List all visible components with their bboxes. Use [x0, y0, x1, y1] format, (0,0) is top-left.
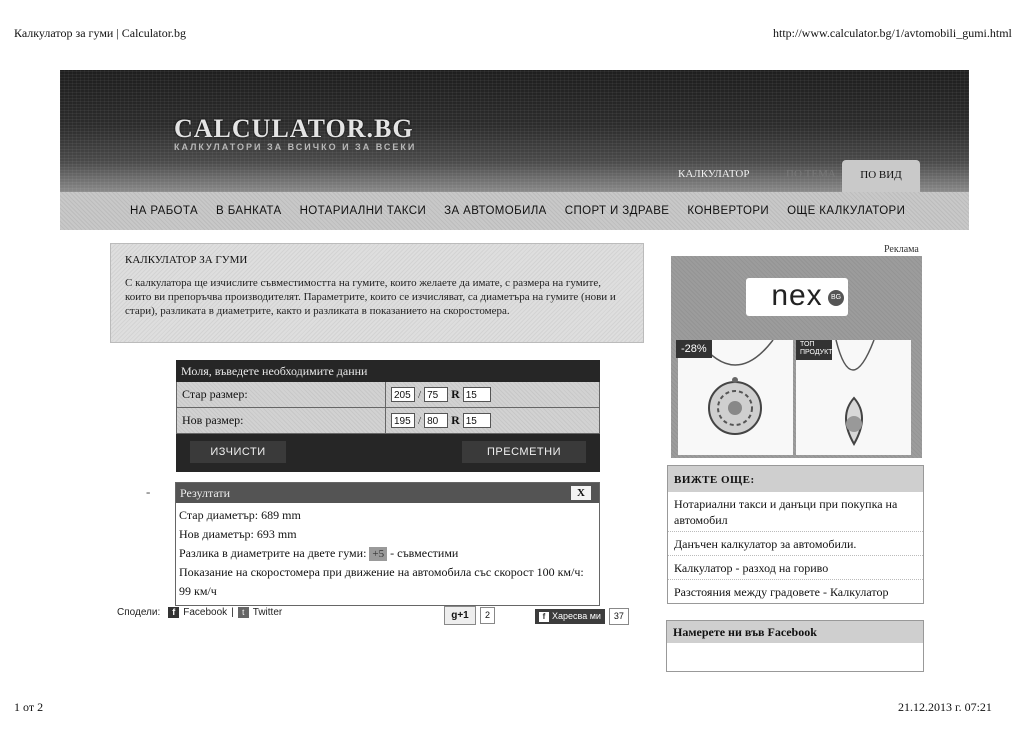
nav-item-converters[interactable]: КОНВЕРТОРИ — [687, 205, 770, 217]
see-also-link-distances[interactable]: Разстояния между градовете - Калкулатор — [674, 585, 889, 599]
nav-item-notary-fees[interactable]: НОТАРИАЛНИ ТАКСИ — [299, 205, 427, 217]
facebook-icon[interactable]: f — [168, 607, 179, 618]
new-size-row — [176, 408, 600, 434]
results-header — [176, 483, 599, 503]
nav-item-bank[interactable]: В БАНКАТА — [216, 205, 282, 217]
page-title: КАЛКУЛАТОР ЗА ГУМИ — [125, 254, 248, 266]
new-profile-input[interactable]: 80 — [424, 413, 448, 428]
intro-box — [110, 243, 644, 343]
tab-by-type[interactable]: ПО ВИД — [842, 160, 920, 192]
new-rim-input[interactable]: 15 — [463, 413, 491, 428]
diff-prefix: Разлика в диаметрите на двете гуми: — [179, 546, 367, 560]
print-page-number: 1 от 2 — [14, 700, 44, 714]
share-row — [117, 607, 282, 618]
gplus-button[interactable]: g+1 — [444, 606, 476, 625]
old-rim-input[interactable]: 15 — [463, 387, 491, 402]
left-dash-mark: - — [146, 484, 151, 499]
calculate-button[interactable]: ПРЕСМЕТНИ — [462, 441, 586, 463]
form-button-bar — [176, 434, 600, 472]
facebook-like-widget — [535, 608, 629, 625]
print-page-url: http://www.calculator.bg/1/avtomobili_gumi.html — [773, 26, 1012, 40]
gplus-count: 2 — [480, 607, 495, 624]
tab-by-topic[interactable]: ПО ТЕМА — [786, 168, 836, 180]
ad-label: Реклама — [884, 244, 919, 255]
old-size-row — [176, 382, 600, 408]
like-label: Харесва ми — [552, 611, 601, 621]
diff-value-badge: +5 — [369, 547, 387, 561]
tire-form — [176, 360, 600, 472]
clear-button[interactable]: ИЗЧИСТИ — [190, 441, 286, 463]
site-tagline: КАЛКУЛАТОРИ ЗА ВСИЧКО И ЗА ВСЕКИ — [174, 142, 417, 152]
new-width-input[interactable]: 195 — [391, 413, 415, 428]
nav-item-sport-health[interactable]: СПОРТ И ЗДРАВЕ — [564, 205, 670, 217]
intro-text: С калкулатора ще изчислите съвместимостта на гумите, които желаете да имате, с размера на гумите, които ви препоръчва производителят. Параметрите, които се изчисляват, са диаметъра на гумите (нови и стари), разликата в диаметрите, както и разликата в показанието на скоростомера. — [125, 277, 616, 317]
nav-item-more-calculators[interactable]: ОЩЕ КАЛКУЛАТОРИ — [787, 205, 906, 217]
twitter-icon[interactable]: t — [238, 607, 249, 618]
nex-bg-badge: BG — [828, 290, 844, 306]
diff-suffix: - съвместими — [390, 546, 459, 560]
old-profile-input[interactable]: 75 — [424, 387, 448, 402]
facebook-box — [666, 620, 924, 672]
form-header: Моля, въведете необходимите данни — [176, 360, 600, 382]
speedometer-result: Показание на скоростомера при движение на автомобила със скорост 100 км/ч: 99 км/ч — [179, 565, 584, 598]
see-also-link-notary-fees[interactable]: Нотариални такси и данъци при покупка на автомобил — [668, 492, 923, 532]
see-also-link-fuel[interactable]: Калкулатор - разход на гориво — [668, 556, 923, 580]
close-results-button[interactable]: X — [571, 486, 591, 500]
nex-brand-logo: nex — [746, 278, 848, 316]
facebook-like-icon: f — [539, 612, 549, 622]
share-facebook-link[interactable]: Facebook — [183, 607, 228, 618]
diameter-diff-result — [179, 544, 596, 563]
share-twitter-link[interactable]: Twitter — [252, 607, 283, 618]
results-panel — [175, 482, 600, 606]
like-count: 37 — [609, 608, 629, 625]
new-rim-label: R — [451, 413, 460, 427]
old-size-separator: / — [418, 388, 422, 401]
print-datetime: 21.12.2013 г. 07:21 — [898, 700, 992, 714]
results-title: Резултати — [180, 486, 231, 500]
old-size-label: Стар размер: — [177, 382, 386, 407]
gplus-widget — [444, 606, 495, 625]
site-logo[interactable]: CALCULATOR.BG — [174, 114, 414, 143]
nav-item-at-work[interactable]: НА РАБОТА — [130, 205, 199, 217]
tab-calculator[interactable]: КАЛКУЛАТОР — [678, 168, 750, 180]
print-page-title: Калкулатор за гуми | Calculator.bg — [14, 26, 187, 40]
see-also-link-car-tax[interactable]: Данъчен калкулатор за автомобили. — [668, 532, 923, 556]
old-diameter-result: Стар диаметър: 689 mm — [179, 508, 301, 522]
share-separator: | — [231, 607, 234, 618]
nav-item-car[interactable]: ЗА АВТОМОБИЛА — [444, 205, 547, 217]
see-also-panel — [667, 465, 924, 604]
new-diameter-result: Нов диаметър: 693 mm — [179, 527, 297, 541]
facebook-box-header: Намерете ни във Facebook — [667, 621, 923, 643]
top-product-badge: ТОП ПРОДУКТ — [796, 340, 832, 360]
like-button[interactable] — [535, 609, 605, 624]
new-size-separator: / — [418, 414, 422, 427]
site-banner — [60, 70, 969, 192]
main-nav — [60, 192, 969, 230]
share-label: Сподели: — [117, 607, 161, 618]
see-also-header: ВИЖТЕ ОЩЕ: — [668, 466, 923, 492]
discount-badge: -28% — [676, 340, 712, 358]
new-size-label: Нов размер: — [177, 408, 386, 433]
old-rim-label: R — [451, 387, 460, 401]
old-width-input[interactable]: 205 — [391, 387, 415, 402]
